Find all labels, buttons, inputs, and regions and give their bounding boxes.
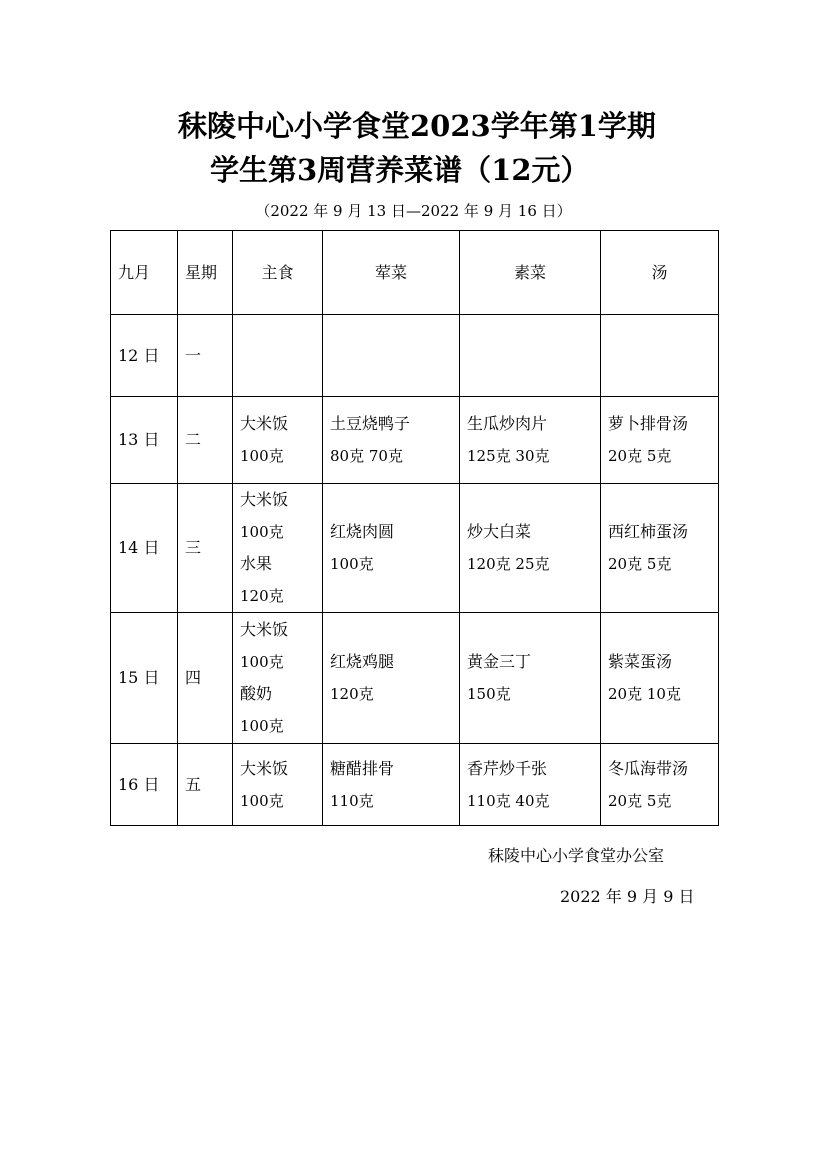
meat-cell [323, 315, 460, 397]
staple-cell [233, 744, 323, 826]
date-cell: 12 日 [111, 315, 178, 397]
meat-item: 糖醋排骨 [330, 758, 395, 778]
staple-item: 大米饭 [240, 414, 289, 433]
meat-qty: 80克 70克 [330, 447, 403, 465]
veg-item: 香芹炒千张 [467, 758, 548, 778]
staple-qty: 100克 [240, 447, 284, 465]
meat-qty: 120克 [330, 685, 374, 703]
staple-cell [233, 315, 323, 397]
meat-qty: 110克 [330, 791, 374, 810]
veg-qty: 110克 40克 [467, 791, 550, 810]
weekday-cell: 三 [178, 484, 233, 613]
staple-qty: 100克 [240, 653, 284, 671]
veg-cell [460, 397, 601, 484]
table-row [111, 484, 719, 613]
soup-qty: 20克 5克 [608, 447, 672, 465]
table-row [111, 744, 719, 826]
soup-item: 萝卜排骨汤 [608, 414, 689, 433]
date-cell: 14 日 [111, 484, 178, 613]
veg-item: 生瓜炒肉片 [467, 414, 548, 433]
menu-table [110, 230, 719, 826]
issuer-office: 秣陵中心小学食堂办公室 [488, 846, 665, 865]
veg-qty: 125克 30克 [467, 447, 550, 465]
staple-qty: 100克 [240, 523, 284, 541]
meat-cell [323, 744, 460, 826]
soup-qty: 20克 5克 [608, 791, 672, 810]
menu-title-line1: 秣陵中心小学食堂2023学年第1学期 [178, 109, 656, 143]
soup-item: 紫菜蛋汤 [608, 652, 673, 671]
weekday-cell: 四 [178, 613, 233, 744]
header-weekday: 星期 [178, 231, 233, 315]
staple-qty: 100克 [240, 717, 284, 735]
table-row [111, 397, 719, 484]
staple-item: 大米饭 [240, 758, 289, 778]
meat-item: 土豆烧鸭子 [330, 414, 411, 433]
staple-cell [233, 613, 323, 744]
weekday-cell: 五 [178, 744, 233, 826]
weekday-cell: 一 [178, 315, 233, 397]
soup-qty: 20克 5克 [608, 555, 672, 573]
staple-item: 水果 [240, 554, 273, 573]
staple-qty: 100克 [240, 791, 284, 810]
soup-qty: 20克 10克 [608, 685, 681, 703]
date-cell: 13 日 [111, 397, 178, 484]
soup-cell [601, 397, 719, 484]
staple-item: 大米饭 [240, 620, 289, 639]
staple-item: 酸奶 [240, 684, 273, 703]
header-soup: 汤 [601, 231, 719, 315]
meat-item: 红烧肉圆 [330, 522, 395, 541]
menu-title-line2: 学生第3周营养菜谱（12元） [210, 153, 590, 187]
veg-item: 黄金三丁 [467, 652, 532, 671]
soup-item: 西红柿蛋汤 [608, 522, 689, 541]
meat-qty: 100克 [330, 555, 374, 573]
veg-item: 炒大白菜 [467, 522, 532, 541]
meat-item: 红烧鸡腿 [330, 652, 395, 671]
header-staple: 主食 [233, 231, 323, 315]
veg-cell [460, 484, 601, 613]
soup-item: 冬瓜海带汤 [608, 758, 689, 778]
meat-cell [323, 613, 460, 744]
header-month: 九月 [111, 231, 178, 315]
veg-qty: 150克 [467, 685, 511, 703]
veg-cell [460, 613, 601, 744]
soup-cell [601, 484, 719, 613]
date-cell: 16 日 [111, 744, 178, 826]
date-range: （2022 年 9 月 13 日—2022 年 9 月 16 日） [255, 202, 572, 220]
issue-date: 2022 年 9 月 9 日 [560, 887, 695, 906]
weekday-cell: 二 [178, 397, 233, 484]
date-cell: 15 日 [111, 613, 178, 744]
veg-cell [460, 744, 601, 826]
header-veg-dish: 素菜 [460, 231, 601, 315]
soup-cell [601, 744, 719, 826]
table-row [111, 315, 719, 397]
veg-cell [460, 315, 601, 397]
veg-qty: 120克 25克 [467, 555, 550, 573]
staple-cell [233, 397, 323, 484]
staple-cell [233, 484, 323, 613]
soup-cell [601, 613, 719, 744]
staple-item: 大米饭 [240, 490, 289, 509]
staple-qty: 120克 [240, 587, 284, 605]
header-meat-dish: 荤菜 [323, 231, 460, 315]
soup-cell [601, 315, 719, 397]
table-header-row [111, 231, 719, 315]
meat-cell [323, 397, 460, 484]
table-row [111, 613, 719, 744]
meat-cell [323, 484, 460, 613]
